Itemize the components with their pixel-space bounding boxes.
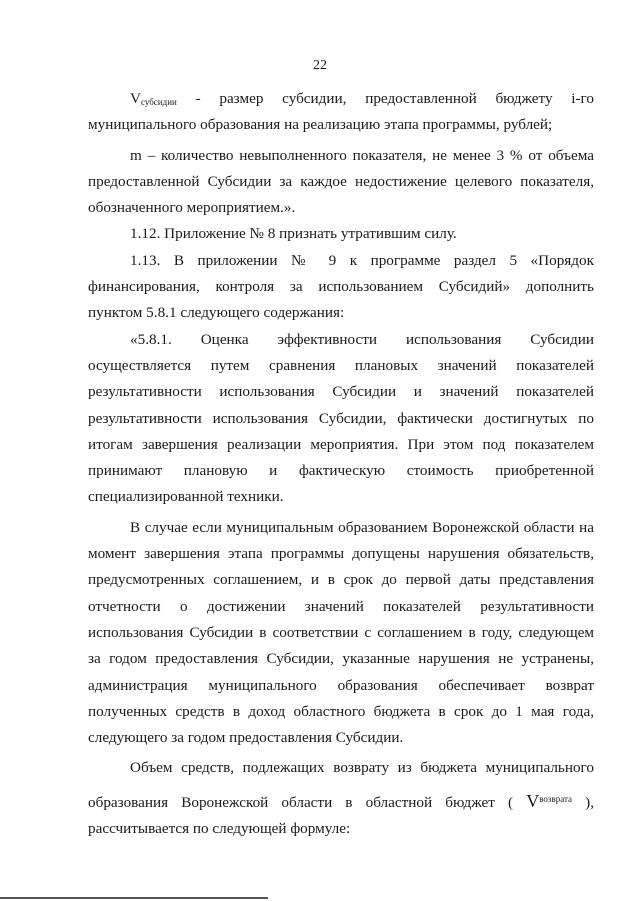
paragraph-line: В случае если муниципальным образованием Воронежской области на bbox=[130, 518, 594, 536]
page-number: 22 bbox=[313, 58, 327, 73]
paragraph-line: осуществляется путем сравнения плановых значений показателей bbox=[88, 356, 594, 374]
paragraph-line: пунктом 5.8.1 следующего содержания: bbox=[88, 304, 345, 322]
paragraph-line: результативности использования Субсидии и значений показателей bbox=[88, 383, 594, 401]
paragraph-line-with-variable: образования Воронежской области в областной бюджет ( $V^{возврата}$ ), bbox=[88, 790, 595, 811]
paragraph-line: результативности использования Субсидии, фактически достигнутых по bbox=[88, 409, 594, 427]
variable-v-return: ( $V^{возврата}$ ), bbox=[508, 790, 595, 811]
page-edge-rule bbox=[0, 897, 268, 899]
paragraph-line: «5.8.1. Оценка эффективности использования Субсидии bbox=[130, 330, 594, 348]
paragraph-subsidy-definition: Vсубсидии - размер субсидии, предоставленной бюджету i-го bbox=[130, 90, 595, 107]
paragraph-line: отчетности о достижении значений показателей результативности bbox=[88, 597, 594, 615]
paragraph-line: рассчитывается по следующей формуле: bbox=[88, 819, 351, 837]
paragraph-line: администрация муниципального образования обеспечивает возврат bbox=[88, 676, 594, 694]
paragraph-line: финансирования, контроля за использованием Субсидий» дополнить bbox=[88, 278, 594, 296]
paragraph-line: муниципального образования на реализацию этапа программы, рублей; bbox=[88, 116, 553, 134]
paragraph-line: момент завершения этапа программы допущены нарушения обязательств, bbox=[88, 545, 594, 563]
paragraph-line: за годом предоставления Субсидии, указанные нарушения не устранены, bbox=[88, 650, 594, 668]
variable-v-subsidy: Vсубсидии bbox=[130, 90, 177, 107]
paragraph-line: итогам завершения реализации мероприятия. При этом под показателем bbox=[88, 435, 594, 453]
paragraph-line: 1.13. В приложении № 9 к программе раздел 5 «Порядок bbox=[130, 251, 594, 269]
paragraph-line: предоставленной Субсидии за каждое недостижение целевого показателя, bbox=[88, 172, 594, 190]
paragraph-line: 1.12. Приложение № 8 признать утратившим силу. bbox=[130, 225, 457, 243]
paragraph-line: m – количество невыполненного показателя, не менее 3 % от объема bbox=[130, 146, 594, 164]
paragraph-line: предусмотренных соглашением, и в срок до первой даты представления bbox=[88, 571, 594, 589]
paragraph-line: обозначенного мероприятием.». bbox=[88, 199, 296, 217]
paragraph-line: использования Субсидии в соответствии с соглашением в году, следующем bbox=[88, 623, 594, 641]
paragraph-line: Объем средств, подлежащих возврату из бюджета муниципального bbox=[130, 759, 594, 777]
paragraph-line: следующего за годом предоставления Субсидии. bbox=[88, 729, 404, 747]
paragraph-line: специализированной техники. bbox=[88, 488, 284, 506]
paragraph-line: полученных средств в доход областного бюджета в срок до 1 мая года, bbox=[88, 702, 594, 720]
document-body bbox=[88, 86, 594, 842]
paragraph-line: принимают плановую и фактическую стоимость приобретенной bbox=[88, 462, 594, 480]
